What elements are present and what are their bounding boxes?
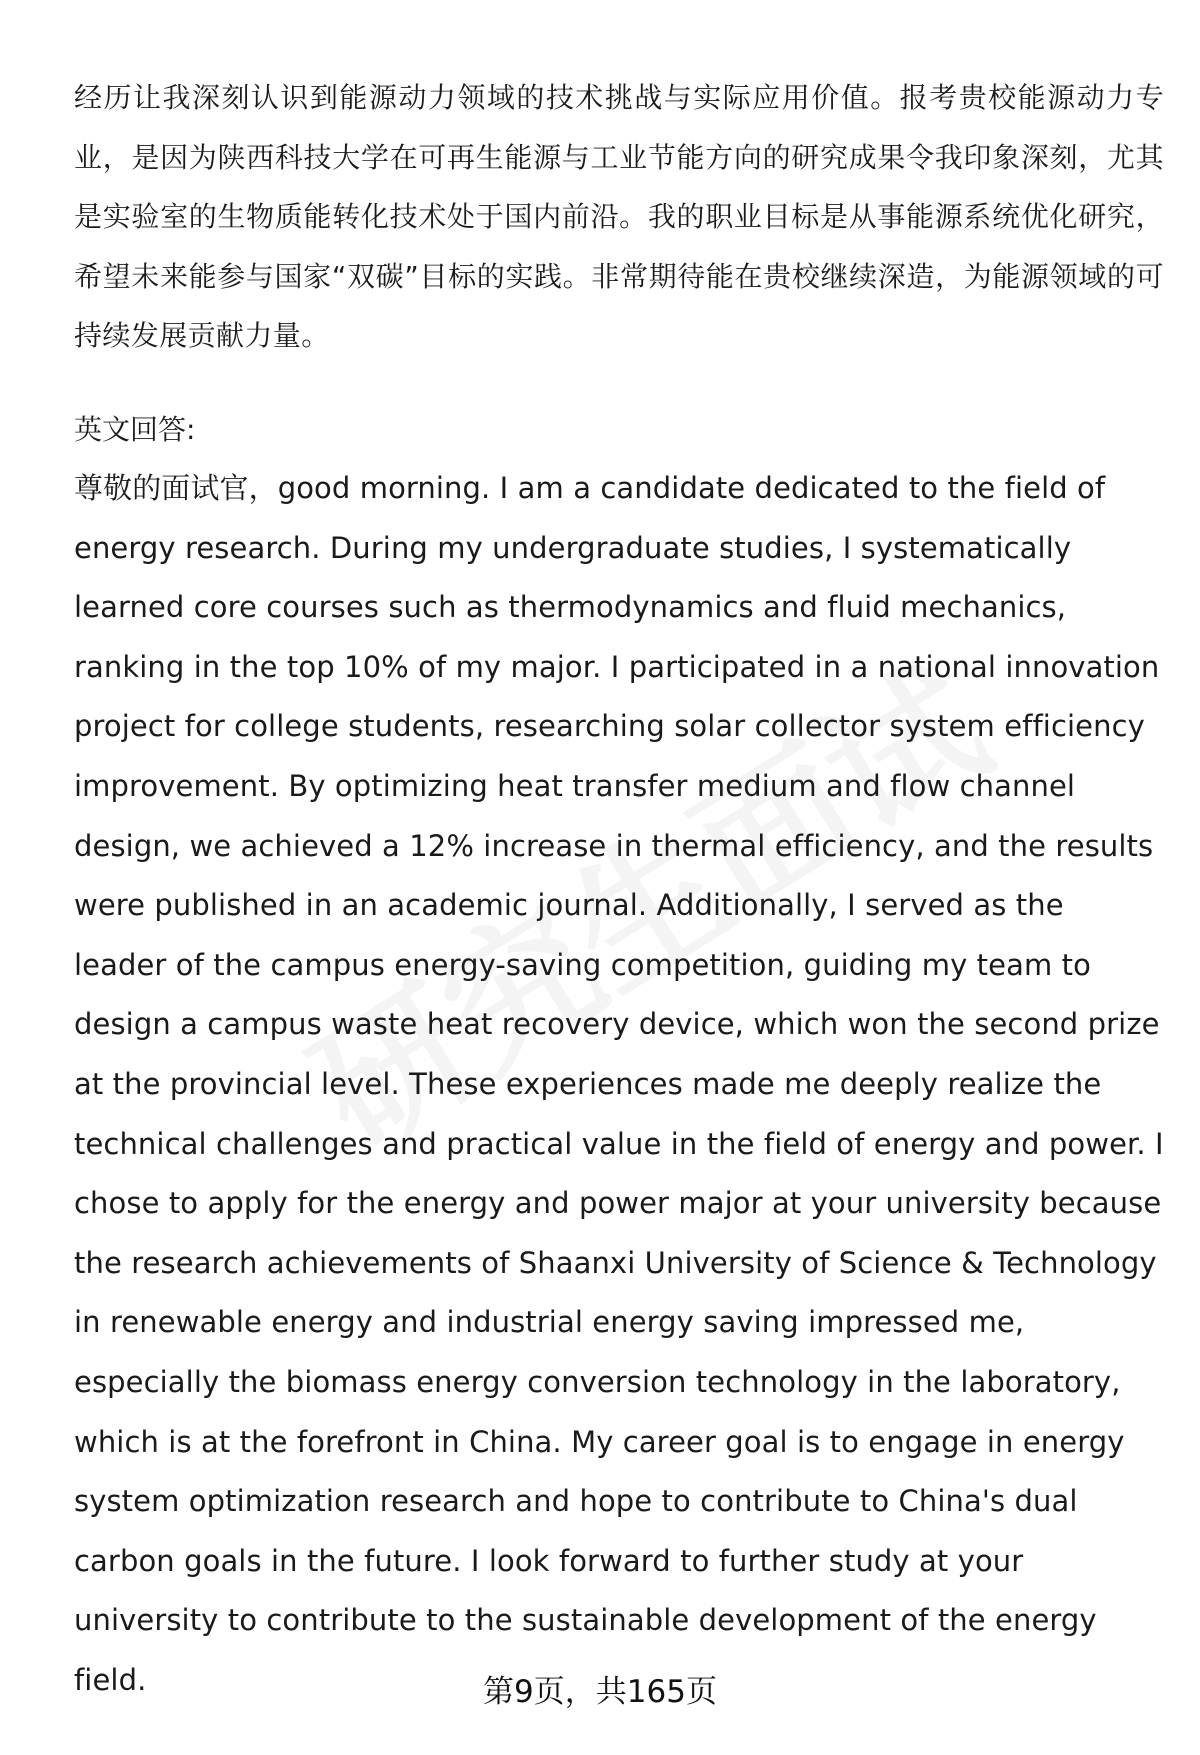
page-number-footer: 第9页，共165页: [483, 1674, 717, 1710]
english-answer-paragraph: 尊敬的面试官，good morning. I am a candidate dedicated to the field of energy research. During my undergraduate studies, I systematically learned core courses such as thermodynamics and fluid mechanics, ranking in the top 10% of my major. I participated in a national innovation project for college students, researching solar collector system efficiency improvement. By optimizing heat transfer medium and flow channel design, we achieved a 12% increase in thermal efficiency, and the results were published in an academic journal. Additionally, I served as the leader of the campus energy-saving competition, guiding my team to design a campus waste heat recovery device, which won the second prize at the provincial level. These experiences made me deeply realize the technical challenges and practical value in the field of energy and power. I chose to apply for the energy and power major at your university because the research achievements of Shaanxi University of Science & Technology in renewable energy and industrial energy saving impressed me, especially the biomass energy conversion technology in the laboratory, which is at the forefront in China. My career goal is to engage in energy system optimization research and hope to contribute to China's dual carbon goals in the future. I look forward to further study at your university to contribute to the sustainable development of the energy field.: [74, 471, 1164, 1697]
chinese-answer-continuation: 经历让我深刻认识到能源动力领域的技术挑战与实际应用价值。报考贵校能源动力专业，是因为陕西科技大学在可再生能源与工业节能方向的研究成果令我印象深刻，尤其是实验室的生物质能转化技术处于国内前沿。我的职业目标是从事能源系统优化研究，希望未来能参与国家“双碳”目标的实践。非常期待能在贵校继续深造，为能源领域的可持续发展贡献力量。: [74, 81, 1164, 352]
document-body: [74, 68, 1164, 1710]
english-answer-heading: 英文回答:: [74, 412, 196, 446]
